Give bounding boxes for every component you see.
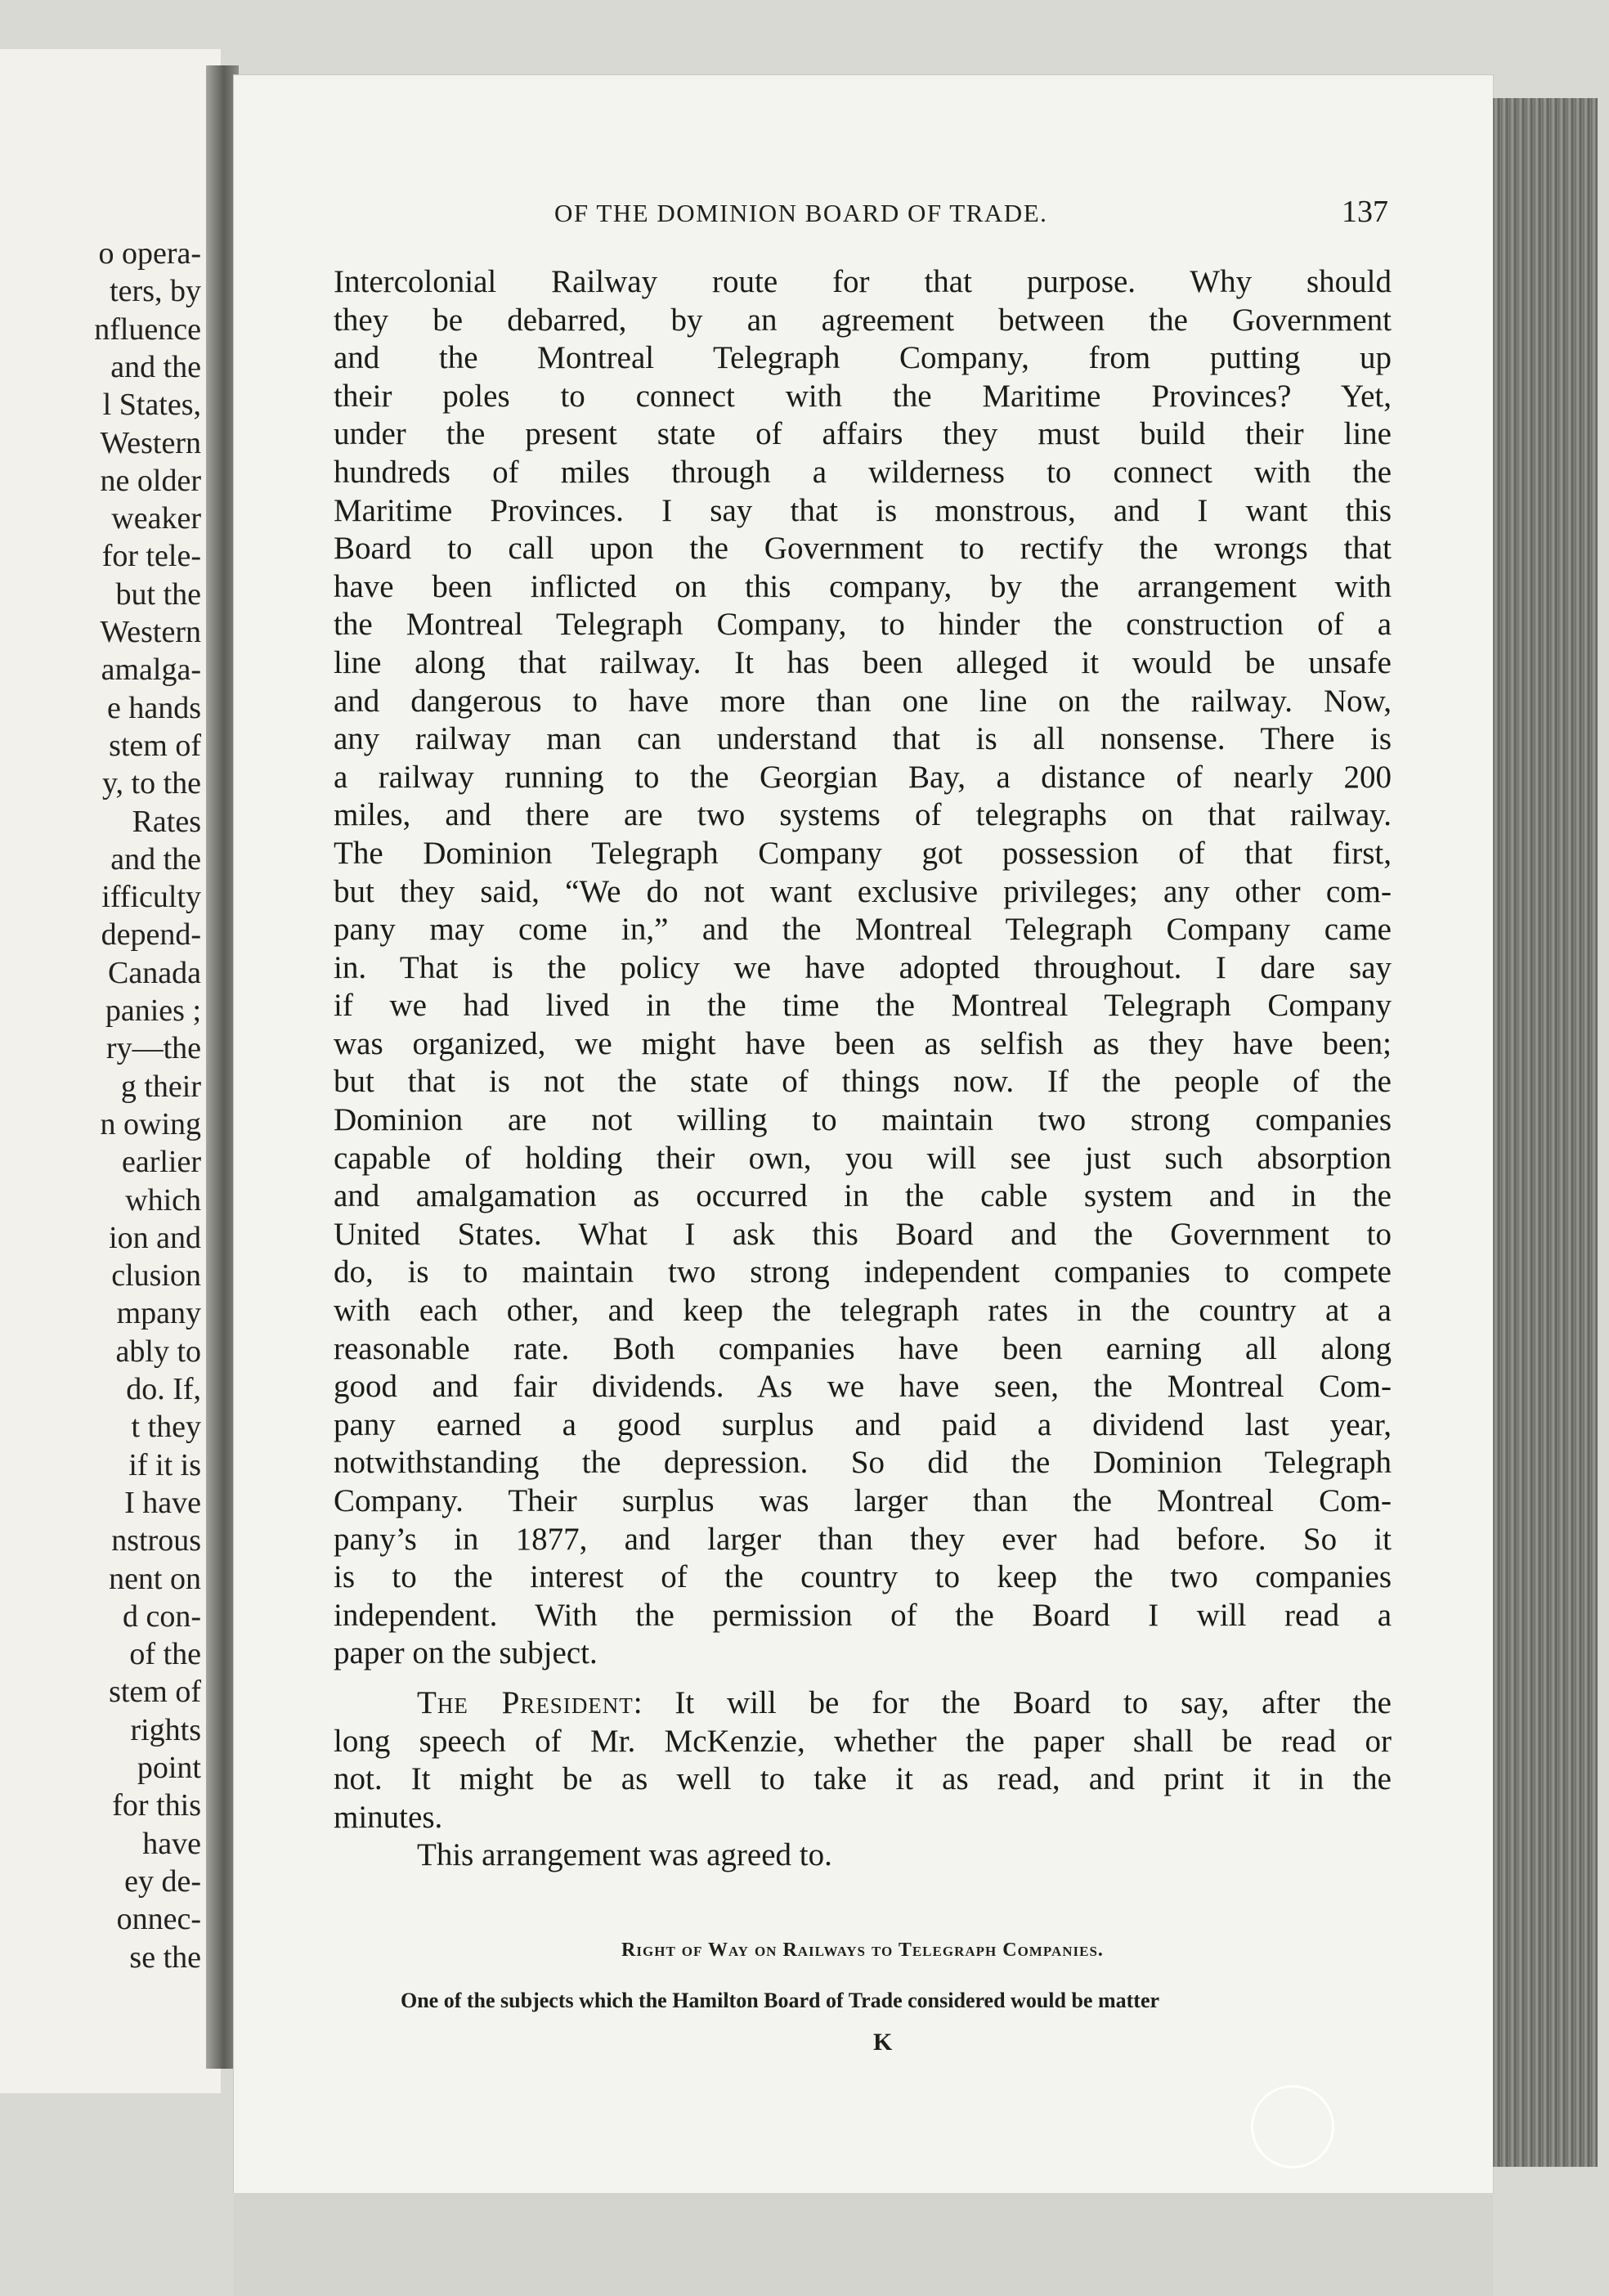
- speaker-name: The President: [417, 1684, 634, 1720]
- page-number: 137: [1342, 195, 1388, 229]
- paragraph-1-line: and the Montreal Telegraph Company, from putting up: [334, 340, 1392, 376]
- paragraph-1-line: paper on the subject.: [334, 1635, 598, 1671]
- page-edges: [1493, 98, 1598, 2167]
- left-page-line: t they: [131, 1410, 201, 1445]
- left-page-line: Western: [100, 615, 201, 649]
- paragraph-1-line: line along that railway. It has been alleged it would be unsafe: [334, 644, 1392, 680]
- paragraph-1-line: have been inflicted on this company, by the arrangement with: [334, 568, 1392, 604]
- left-page-line: ion and: [109, 1220, 201, 1255]
- paragraph-2-line-3: not. It might be as well to take it as read, and print it in the: [334, 1761, 1392, 1797]
- paragraph-1-line: their poles to connect with the Maritime Provinces? Yet,: [334, 378, 1392, 414]
- paragraph-2: [334, 1684, 1392, 1836]
- paragraph-1-line: was organized, we might have been as selfish as they have been;: [334, 1025, 1392, 1061]
- paragraph-1-line: any railway man can understand that is all nonsense. There is: [334, 721, 1392, 757]
- paragraph-1-line: Dominion are not willing to maintain two strong companies: [334, 1102, 1392, 1138]
- paragraph-1-line: notwithstanding the depression. So did the Dominion Telegraph: [334, 1445, 1392, 1481]
- body-text: [334, 263, 1392, 1875]
- left-page-line: weaker: [111, 501, 201, 536]
- left-page-line: of the: [129, 1637, 201, 1672]
- paragraph-3-line: This arrangement was agreed to.: [417, 1837, 832, 1873]
- left-page-line: clusion: [111, 1258, 201, 1294]
- left-page-line: y, to the: [101, 766, 201, 801]
- paragraph-1-line: United States. What I ask this Board and the Government to: [334, 1216, 1392, 1252]
- left-page-line: point: [137, 1751, 201, 1785]
- paragraph-1-line: independent. With the permission of the Board I will read a: [334, 1597, 1392, 1633]
- left-page-line: d con-: [122, 1599, 201, 1634]
- paragraph-1-line: in. That is the policy we have adopted throughout. I dare say: [334, 949, 1392, 985]
- left-page-line: earlier: [121, 1145, 201, 1180]
- left-page-line: depend-: [101, 917, 201, 953]
- paragraph-1-line: and amalgamation as occurred in the cable system and in the: [334, 1178, 1392, 1214]
- left-page-line: n owing: [100, 1106, 201, 1141]
- left-page-line: which: [125, 1182, 201, 1218]
- left-page-line: and the: [110, 841, 201, 877]
- paragraph-2-line-2: long speech of Mr. McKenzie, whether the paper shall be read or: [334, 1723, 1392, 1759]
- section-heading: Right of Way on Railways to Telegraph Companies.: [621, 1939, 1104, 1961]
- paragraph-1-line: a railway running to the Georgian Bay, a distance of nearly 200: [334, 759, 1392, 795]
- left-page-line: nent on: [109, 1561, 201, 1596]
- paragraph-1-line: but they said, “We do not want exclusive privileges; any other com-: [334, 873, 1392, 909]
- paragraph-1: [334, 263, 1392, 1673]
- running-head: OF THE DOMINION BOARD OF TRADE.: [554, 199, 1048, 227]
- signature-mark: K: [873, 2029, 893, 2056]
- left-page-line: amalga-: [101, 652, 201, 688]
- paragraph-1-line: under the present state of affairs they must build their line: [334, 416, 1392, 452]
- left-page-line: e hands: [106, 690, 201, 725]
- left-page-line: Canada: [108, 955, 201, 990]
- footnote-line: One of the subjects which the Hamilton Board of Trade considered would be matter: [401, 1989, 1160, 2012]
- left-page-line: for tele-: [101, 539, 201, 574]
- paragraph-1-line: with each other, and keep the telegraph rates in the country at a: [334, 1293, 1392, 1329]
- left-page-line: rights: [130, 1712, 201, 1747]
- paragraph-1-line: do, is to maintain two strong independent companies to compete: [334, 1254, 1392, 1290]
- paragraph-1-line: Maritime Provinces. I say that is monstrous, and I want this: [334, 492, 1392, 528]
- paragraph-1-line: Intercolonial Railway route for that purpose. Why should: [334, 264, 1392, 299]
- left-page-line: Rates: [132, 804, 201, 839]
- paragraph-1-line: if we had lived in the time the Montreal Telegraph Company: [334, 988, 1392, 1024]
- left-page-line: ters, by: [110, 274, 201, 309]
- paragraph-1-line: and dangerous to have more than one line on the railway. Now,: [334, 683, 1392, 719]
- left-page-line: and the: [110, 349, 201, 384]
- left-page-line: panies ;: [105, 993, 201, 1028]
- left-page-line: for this: [112, 1788, 201, 1823]
- left-page-line: o opera-: [98, 236, 201, 271]
- paragraph-1-line: miles, and there are two systems of telegraphs on that railway.: [334, 797, 1392, 833]
- paragraph-1-line: but that is not the state of things now. If the people of the: [334, 1064, 1392, 1100]
- paragraph-1-line: pany may come in,” and the Montreal Telegraph Company came: [334, 912, 1392, 948]
- paragraph-1-line: The Dominion Telegraph Company got possession of that first,: [334, 835, 1392, 871]
- left-page-line: l States,: [102, 388, 201, 423]
- left-page-line: stem of: [109, 728, 201, 763]
- paragraph-1-line: pany earned a good surplus and paid a dividend last year,: [334, 1406, 1392, 1442]
- left-page-line: but the: [115, 576, 201, 612]
- paragraph-1-line: the Montreal Telegraph Company, to hinder the construction of a: [334, 607, 1392, 643]
- paragraph-1-line: good and fair dividends. As we have seen, the Montreal Com-: [334, 1369, 1392, 1405]
- paragraph-1-line: capable of holding their own, you will see just such absorption: [334, 1140, 1392, 1176]
- left-page-line: se the: [129, 1939, 201, 1975]
- left-page-line: Western: [100, 425, 201, 460]
- paragraph-1-line: hundreds of miles through a wilderness to connect with the: [334, 454, 1392, 490]
- left-page-line: ably to: [115, 1334, 201, 1369]
- left-page-line: ry—the: [105, 1031, 201, 1066]
- left-page-line: stem of: [109, 1675, 201, 1710]
- scan-bottom-margin: [234, 2193, 1493, 2296]
- left-page-line: nfluence: [94, 312, 201, 347]
- left-page-line: if it is: [128, 1447, 201, 1482]
- left-page-line: ne older: [100, 463, 201, 498]
- left-page-line: mpany: [116, 1296, 201, 1331]
- paragraph-3: [334, 1836, 1392, 1875]
- paragraph-1-line: Board to call upon the Government to rectify the wrongs that: [334, 531, 1392, 567]
- left-page-line: g their: [120, 1069, 201, 1104]
- left-page-line: have: [142, 1826, 201, 1861]
- paragraph-1-line: they be debarred, by an agreement between the Government: [334, 302, 1392, 338]
- library-stamp-circle: [1251, 2085, 1334, 2168]
- left-page-line: nstrous: [111, 1523, 201, 1558]
- left-page-line: ifficulty: [101, 880, 201, 915]
- left-page-line: I have: [124, 1485, 201, 1520]
- facing-page-left: [0, 49, 221, 2093]
- left-page-line: ey de-: [124, 1863, 201, 1899]
- paragraph-1-line: Company. Their surplus was larger than the Montreal Com-: [334, 1483, 1392, 1518]
- paragraph-2-line-4: minutes.: [334, 1799, 443, 1835]
- paragraph-1-line: reasonable rate. Both companies have been earning all along: [334, 1330, 1392, 1366]
- left-page-line: onnec-: [116, 1902, 201, 1937]
- paragraph-1-line: is to the interest of the country to keep the two companies: [334, 1559, 1392, 1595]
- paragraph-2-line-1: The President: It will be for the Board to say, after the: [417, 1684, 1392, 1720]
- left-page-line: do. If,: [126, 1372, 201, 1406]
- paragraph-1-line: pany’s in 1877, and larger than they ever had before. So it: [334, 1521, 1392, 1557]
